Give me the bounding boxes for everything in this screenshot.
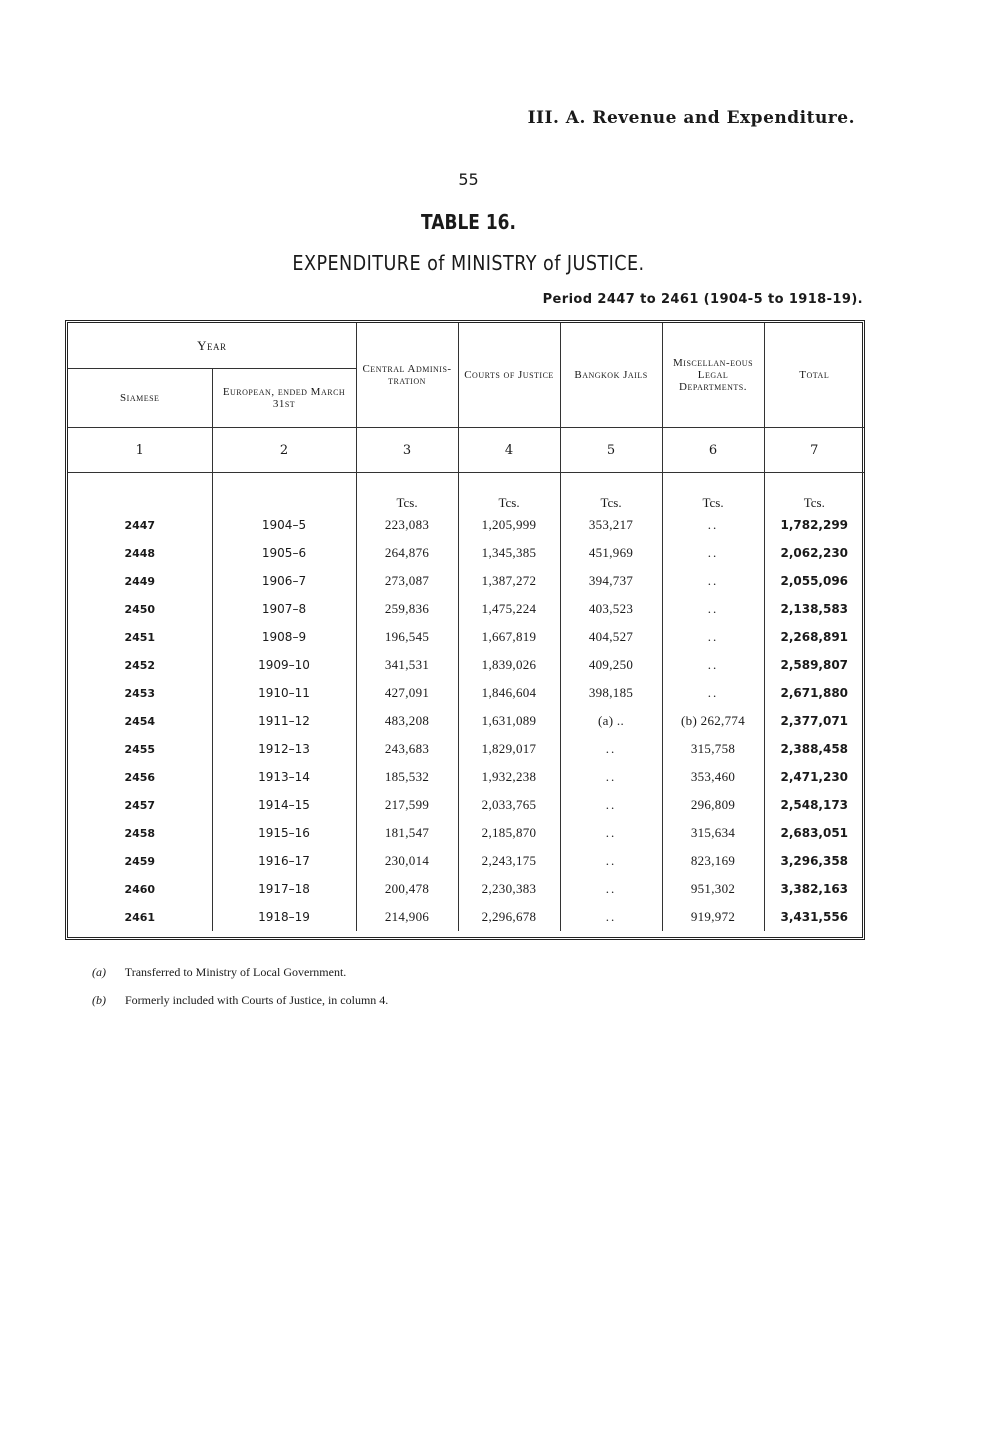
total-cell: 2,055,096 <box>764 567 864 595</box>
jails-cell: 409,250 <box>560 651 662 679</box>
european-year-cell: 1908–9 <box>212 623 356 651</box>
courts-cell: 2,296,678 <box>458 903 560 931</box>
siamese-year-cell: 2455 <box>124 742 156 756</box>
european-year-cell: 1912–13 <box>212 735 356 763</box>
siamese-year-cell: 2461 <box>124 910 156 924</box>
footnotes <box>92 958 388 1014</box>
courts-cell: 1,829,017 <box>458 735 560 763</box>
table-title: TABLE 16. <box>421 210 516 234</box>
siamese-year-cell: 2460 <box>124 882 156 896</box>
footnote-mark: (b) <box>92 993 106 1007</box>
table-row <box>68 791 864 819</box>
european-year-cell: 1907–8 <box>212 595 356 623</box>
table-row <box>68 735 864 763</box>
misc-legal-cell: .. <box>662 651 764 679</box>
misc-legal-cell: 919,972 <box>662 903 764 931</box>
jails-cell: .. <box>560 875 662 903</box>
misc-legal-cell: .. <box>662 567 764 595</box>
central-admin-cell: 196,545 <box>356 623 458 651</box>
misc-legal-cell: .. <box>662 623 764 651</box>
siamese-year-cell: 2459 <box>124 854 156 868</box>
courts-cell: 1,205,999 <box>458 511 560 539</box>
jails-cell: .. <box>560 735 662 763</box>
column-number: 3 <box>356 428 458 473</box>
footnote-mark: (a) <box>92 965 106 979</box>
unit-label <box>212 473 356 512</box>
central-admin-cell: 200,478 <box>356 875 458 903</box>
footnote-text: Transferred to Ministry of Local Government. <box>124 965 347 979</box>
siamese-year-cell: 2457 <box>124 798 156 812</box>
european-year-cell: 1915–16 <box>212 819 356 847</box>
unit-label: Tcs. <box>560 473 662 512</box>
european-year-cell: 1904–5 <box>212 511 356 539</box>
central-admin-cell: 214,906 <box>356 903 458 931</box>
jails-cell: 353,217 <box>560 511 662 539</box>
table-row <box>68 875 864 903</box>
courts-cell: 2,185,870 <box>458 819 560 847</box>
central-admin-cell: 230,014 <box>356 847 458 875</box>
footnote <box>92 986 388 1014</box>
courts-cell: 1,846,604 <box>458 679 560 707</box>
european-year-cell: 1913–14 <box>212 763 356 791</box>
page-number: 55 <box>458 170 479 189</box>
jails-cell: .. <box>560 763 662 791</box>
courts-cell: 2,243,175 <box>458 847 560 875</box>
central-admin-cell: 243,683 <box>356 735 458 763</box>
courts-cell: 1,667,819 <box>458 623 560 651</box>
table-row <box>68 567 864 595</box>
unit-label: Tcs. <box>662 473 764 512</box>
courts-cell: 1,631,089 <box>458 707 560 735</box>
year-group-header: Year <box>68 323 356 369</box>
col-header-misc: Miscellan-eous Legal Departments. <box>662 323 764 428</box>
siamese-year-cell: 2452 <box>124 658 156 672</box>
table-row <box>68 847 864 875</box>
misc-legal-cell: .. <box>662 511 764 539</box>
footnote <box>92 958 388 986</box>
total-cell: 3,296,358 <box>764 847 864 875</box>
col-header-total: Total <box>764 323 864 428</box>
footnote-text: Formerly included with Courts of Justice, in column 4. <box>125 993 389 1007</box>
siamese-year-cell: 2458 <box>124 826 156 840</box>
total-cell: 2,268,891 <box>764 623 864 651</box>
total-cell: 2,138,583 <box>764 595 864 623</box>
unit-label: Tcs. <box>764 473 864 512</box>
column-number-row <box>68 428 864 473</box>
jails-cell: 398,185 <box>560 679 662 707</box>
table-row <box>68 819 864 847</box>
siamese-year-cell: 2447 <box>124 518 156 532</box>
table-row <box>68 763 864 791</box>
misc-legal-cell: 951,302 <box>662 875 764 903</box>
central-admin-cell: 341,531 <box>356 651 458 679</box>
siamese-year-cell: 2456 <box>124 770 156 784</box>
misc-legal-cell: (b) 262,774 <box>662 707 764 735</box>
siamese-year-cell: 2451 <box>124 630 156 644</box>
european-year-cell: 1905–6 <box>212 539 356 567</box>
central-admin-cell: 185,532 <box>356 763 458 791</box>
jails-cell: (a) .. <box>560 707 662 735</box>
european-year-cell: 1914–15 <box>212 791 356 819</box>
unit-row <box>68 473 864 512</box>
total-cell: 2,388,458 <box>764 735 864 763</box>
table-row <box>68 539 864 567</box>
col-header-central: Central Adminis-tration <box>356 323 458 428</box>
total-cell: 2,377,071 <box>764 707 864 735</box>
column-number: 4 <box>458 428 560 473</box>
jails-cell: 404,527 <box>560 623 662 651</box>
period-label: Period 2447 to 2461 (1904-5 to 1918-19). <box>542 292 863 307</box>
total-cell: 2,683,051 <box>764 819 864 847</box>
misc-legal-cell: .. <box>662 679 764 707</box>
total-cell: 1,782,299 <box>764 511 864 539</box>
table-row <box>68 651 864 679</box>
siamese-year-cell: 2450 <box>124 602 156 616</box>
total-cell: 3,382,163 <box>764 875 864 903</box>
unit-label: Tcs. <box>458 473 560 512</box>
table-row <box>68 623 864 651</box>
misc-legal-cell: 296,809 <box>662 791 764 819</box>
jails-cell: .. <box>560 847 662 875</box>
courts-cell: 1,932,238 <box>458 763 560 791</box>
european-year-cell: 1916–17 <box>212 847 356 875</box>
siamese-year-cell: 2448 <box>124 546 156 560</box>
unit-label: Tcs. <box>356 473 458 512</box>
misc-legal-cell: .. <box>662 595 764 623</box>
jails-cell: .. <box>560 791 662 819</box>
courts-cell: 2,033,765 <box>458 791 560 819</box>
central-admin-cell: 217,599 <box>356 791 458 819</box>
european-year-cell: 1909–10 <box>212 651 356 679</box>
column-number: 7 <box>764 428 864 473</box>
jails-cell: .. <box>560 819 662 847</box>
european-year-cell: 1917–18 <box>212 875 356 903</box>
jails-cell: 403,523 <box>560 595 662 623</box>
column-number: 2 <box>212 428 356 473</box>
misc-legal-cell: 823,169 <box>662 847 764 875</box>
courts-cell: 1,475,224 <box>458 595 560 623</box>
siamese-year-cell: 2453 <box>124 686 156 700</box>
misc-legal-cell: .. <box>662 539 764 567</box>
table-row <box>68 903 864 931</box>
col-header-courts: Courts of Justice <box>458 323 560 428</box>
section-title: III. A. Revenue and Expenditure. <box>527 108 855 128</box>
col-header-siamese: Siamese <box>120 392 160 404</box>
misc-legal-cell: 353,460 <box>662 763 764 791</box>
total-cell: 2,548,173 <box>764 791 864 819</box>
col-header-jails: Bangkok Jails <box>560 323 662 428</box>
courts-cell: 1,345,385 <box>458 539 560 567</box>
jails-cell: 394,737 <box>560 567 662 595</box>
siamese-year-cell: 2454 <box>124 714 156 728</box>
table-row <box>68 707 864 735</box>
total-cell: 2,671,880 <box>764 679 864 707</box>
misc-legal-cell: 315,758 <box>662 735 764 763</box>
total-cell: 2,062,230 <box>764 539 864 567</box>
european-year-cell: 1911–12 <box>212 707 356 735</box>
central-admin-cell: 181,547 <box>356 819 458 847</box>
central-admin-cell: 223,083 <box>356 511 458 539</box>
central-admin-cell: 264,876 <box>356 539 458 567</box>
siamese-year-cell: 2449 <box>124 574 156 588</box>
european-year-cell: 1910–11 <box>212 679 356 707</box>
central-admin-cell: 259,836 <box>356 595 458 623</box>
courts-cell: 1,839,026 <box>458 651 560 679</box>
courts-cell: 2,230,383 <box>458 875 560 903</box>
central-admin-cell: 273,087 <box>356 567 458 595</box>
expenditure-table <box>68 323 864 931</box>
misc-legal-cell: 315,634 <box>662 819 764 847</box>
table-row <box>68 511 864 539</box>
table-row <box>68 595 864 623</box>
european-year-cell: 1918–19 <box>212 903 356 931</box>
column-number: 1 <box>68 428 212 473</box>
courts-cell: 1,387,272 <box>458 567 560 595</box>
table-subtitle: EXPENDITURE of MINISTRY of JUSTICE. <box>292 251 645 275</box>
col-header-european: European, ended March 31st <box>212 369 356 428</box>
jails-cell: 451,969 <box>560 539 662 567</box>
european-year-cell: 1906–7 <box>212 567 356 595</box>
total-cell: 3,431,556 <box>764 903 864 931</box>
total-cell: 2,589,807 <box>764 651 864 679</box>
jails-cell: .. <box>560 903 662 931</box>
central-admin-cell: 427,091 <box>356 679 458 707</box>
column-number: 5 <box>560 428 662 473</box>
table-row <box>68 679 864 707</box>
total-cell: 2,471,230 <box>764 763 864 791</box>
unit-label <box>68 473 212 512</box>
column-number: 6 <box>662 428 764 473</box>
central-admin-cell: 483,208 <box>356 707 458 735</box>
